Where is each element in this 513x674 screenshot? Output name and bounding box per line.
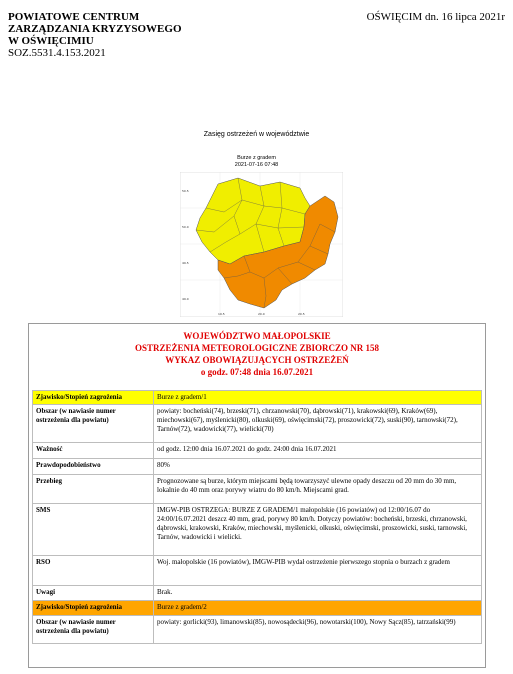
row-value: Burze z gradem/1	[154, 391, 482, 405]
map-svg	[180, 172, 343, 317]
org-name-line1: POWIATOWE CENTRUM	[8, 11, 140, 23]
warning-bulletin: OSTRZEŻENIA METEOROLOGICZNE ZBIORCZO NR 158	[134, 343, 380, 353]
row-value: 80%	[154, 459, 482, 475]
table-row	[33, 459, 482, 475]
warning-map	[180, 172, 343, 317]
svg-text:49.0: 49.0	[182, 297, 189, 301]
row-label: Przebieg	[33, 475, 154, 504]
reference-number: SOZ.5531.4.153.2021	[8, 47, 106, 59]
svg-text:20.5: 20.5	[298, 312, 305, 316]
row-label: RSO	[33, 556, 154, 586]
row-value: powiaty: bocheński(74), brzeski(71), chrzanowski(70), dąbrowski(71), krakowski(69), Kraków(69), miechowski(67), myślenicki(80), olkuski(69), oświęcimski(72), proszowicki(72), suski(90), tarnowski(72), Tarnów(72), wadowicki(77), wielicki(70)	[154, 405, 482, 443]
svg-text:50.5: 50.5	[182, 189, 189, 193]
row-label: Obszar (w nawiasie numer ostrzeżenia dla powiatu)	[33, 616, 154, 644]
table-row	[33, 504, 482, 556]
issuer-block	[8, 11, 182, 59]
map-subtitle-block	[0, 155, 513, 169]
row-value: Woj. małopolskie (16 powiatów), IMGW-PIB wydał ostrzeżenie pierwszego stopnia o burzach z gradem	[154, 556, 482, 586]
row-value: Burze z gradem/2	[154, 601, 482, 616]
row-value: IMGW-PIB OSTRZEGA: BURZE Z GRADEM/1 małopolskie (16 powiatów) od 12:00/16.07 do 24:00/16.07.2021 deszcz 40 mm, grad, porywy 80 km/h. Dotyczy powiatów: bocheński, brzeski, chrzanowski, dąbrowski, krakowski, Kraków, miechowski, myślenicki, olkuski, oświęcimski, proszowicki, suski, tarnowski, Tarnów, wadowicki i wielicki.	[154, 504, 482, 556]
svg-text:49.5: 49.5	[182, 261, 189, 265]
org-name-line3: W OŚWIĘCIMIU	[8, 35, 94, 47]
row-value: Brak.	[154, 586, 482, 601]
row-label: SMS	[33, 504, 154, 556]
warning-region: WOJEWÓDZTWO MAŁOPOLSKIE	[183, 331, 331, 341]
svg-text:20.0: 20.0	[258, 312, 265, 316]
row-label: Obszar (w nawiasie numer ostrzeżenia dla powiatu)	[33, 405, 154, 443]
table-row	[33, 616, 482, 644]
table-row	[33, 556, 482, 586]
table-row	[33, 405, 482, 443]
warning-panel	[28, 323, 486, 668]
table-row	[33, 475, 482, 504]
row-label: Zjawisko/Stopień zagrożenia	[33, 601, 154, 616]
row-label: Ważność	[33, 443, 154, 459]
table-row	[33, 601, 482, 616]
warning-heading	[29, 324, 485, 390]
table-row	[33, 391, 482, 405]
row-label: Prawdopodobieństwo	[33, 459, 154, 475]
row-value: powiaty: gorlicki(93), limanowski(85), nowosądecki(96), nowotarski(100), Nowy Sącz(85), tatrzański(99)	[154, 616, 482, 644]
map-timestamp: 2021-07-16 07:48	[234, 162, 279, 168]
svg-text:19.5: 19.5	[218, 312, 225, 316]
warning-table	[32, 390, 482, 644]
place-date: OŚWIĘCIM dn. 16 lipca 2021r	[366, 11, 505, 23]
table-row	[33, 443, 482, 459]
svg-text:50.0: 50.0	[182, 225, 189, 229]
row-label: Zjawisko/Stopień zagrożenia	[33, 391, 154, 405]
map-title: Zasięg ostrzeżeń w województwie	[203, 131, 310, 138]
row-value: Prognozowane są burze, którym miejscami będą towarzyszyć ulewne opady deszczu od 20 mm do 30 mm, lokalnie do 40 mm oraz porywy wiatru do 80 km/h. Miejscami grad.	[154, 475, 482, 504]
row-value: od godz. 12:00 dnia 16.07.2021 do godz. 24:00 dnia 16.07.2021	[154, 443, 482, 459]
table-row	[33, 586, 482, 601]
warning-list-title: WYKAZ OBOWIĄZUJĄCYCH OSTRZEŻEŃ	[165, 355, 349, 365]
warning-issue-time: o godz. 07:48 dnia 16.07.2021	[200, 367, 314, 377]
map-subtitle: Burze z gradem	[237, 155, 276, 161]
org-name-line2: ZARZĄDZANIA KRYZYSOWEGO	[8, 23, 182, 35]
row-label: Uwagi	[33, 586, 154, 601]
